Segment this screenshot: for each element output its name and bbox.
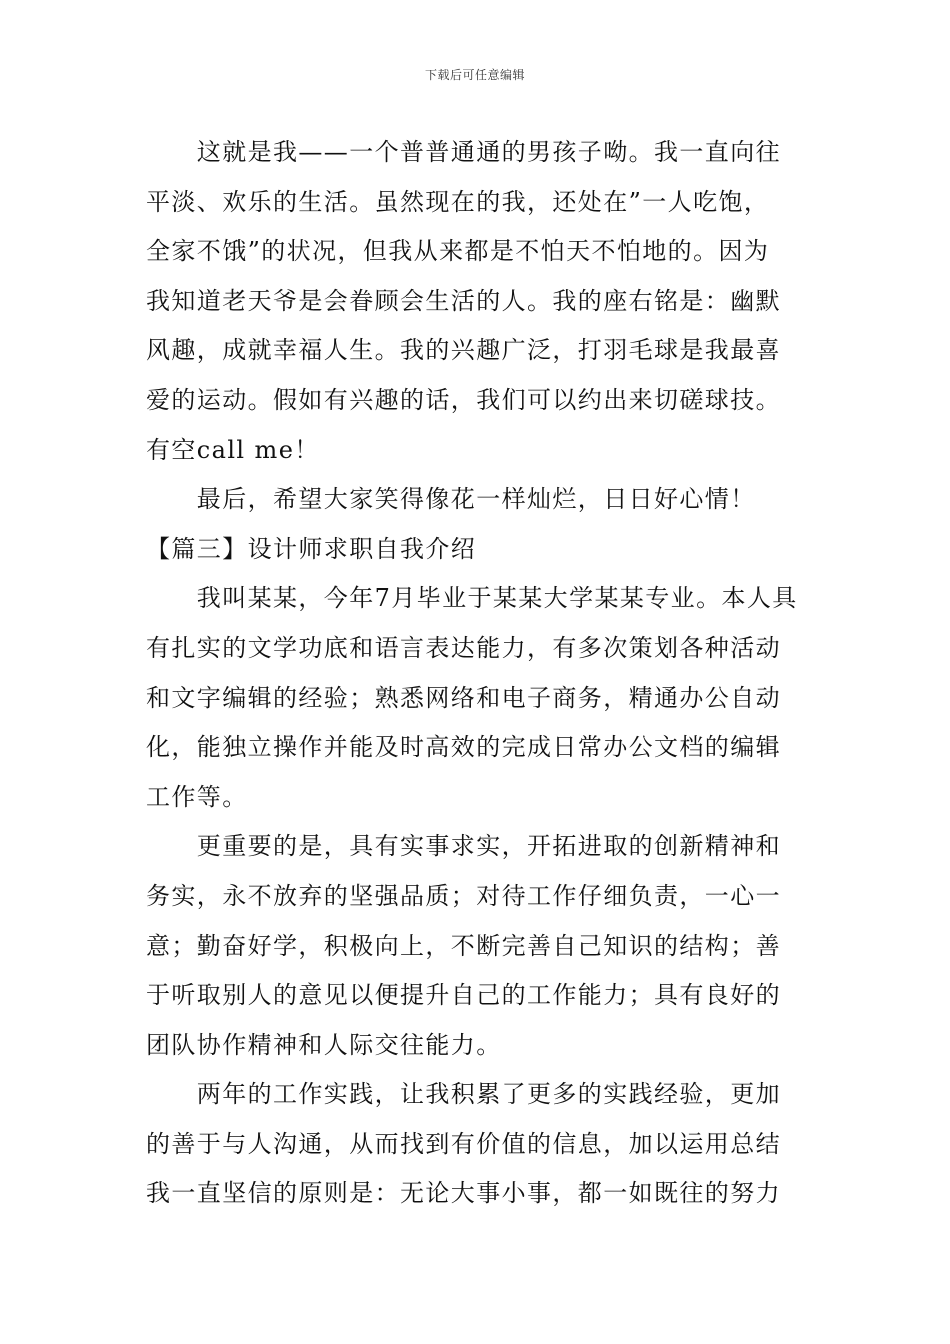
text-line: 我一直坚信的原则是：无论大事小事，都一如既往的努力: [146, 1179, 781, 1208]
text-line: 这就是我——一个普普通通的男孩子呦。我一直向往: [146, 138, 781, 166]
text-line: 团队协作精神和人际交往能力。: [146, 1030, 502, 1059]
text-line: 的善于与人沟通，从而找到有价值的信息，加以运用总结: [146, 1129, 781, 1158]
text-line: 风趣，成就幸福人生。我的兴趣广泛，打羽毛球是我最喜: [146, 336, 781, 365]
text-line: 平淡、欢乐的生活。虽然现在的我，还处在”一人吃饱，: [146, 187, 770, 216]
document-body: [146, 128, 808, 1219]
text-line: 最后，希望大家笑得像花一样灿烂，日日好心情！: [146, 485, 756, 514]
text-line: 化，能独立操作并能及时高效的完成日常办公文档的编辑: [146, 733, 781, 762]
text-line: 我知道老天爷是会眷顾会生活的人。我的座右铭是：幽默: [146, 286, 781, 315]
page-header: 下载后可任意编辑: [424, 68, 525, 82]
text-line: 有扎实的文学功底和语言表达能力，有多次策划各种活动: [146, 633, 781, 662]
text-line: 更重要的是，具有实事求实，开拓进取的创新精神和: [146, 832, 781, 861]
text-line: 务实，永不放弃的坚强品质；对待工作仔细负责，一心一: [146, 881, 781, 910]
text-line: 两年的工作实践，让我积累了更多的实践经验，更加: [146, 1080, 781, 1109]
text-line: 有空call me！: [146, 435, 320, 464]
section-heading: 【篇三】设计师求职自我介绍: [146, 534, 477, 563]
text-line: 和文字编辑的经验；熟悉网络和电子商务，精通办公自动: [146, 683, 781, 712]
text-line: 爱的运动。假如有兴趣的话，我们可以约出来切磋球技。: [146, 385, 781, 414]
text-line: 于听取别人的意见以便提升自己的工作能力；具有良好的: [146, 981, 781, 1010]
text-line: 全家不饿”的状况，但我从来都是不怕天不怕地的。因为: [146, 237, 770, 266]
text-line: 工作等。: [146, 782, 248, 811]
text-line: 我叫某某，今年7月毕业于某某大学某某专业。本人具: [146, 584, 798, 613]
text-line: 意；勤奋好学，积极向上，不断完善自己知识的结构；善: [146, 931, 781, 960]
